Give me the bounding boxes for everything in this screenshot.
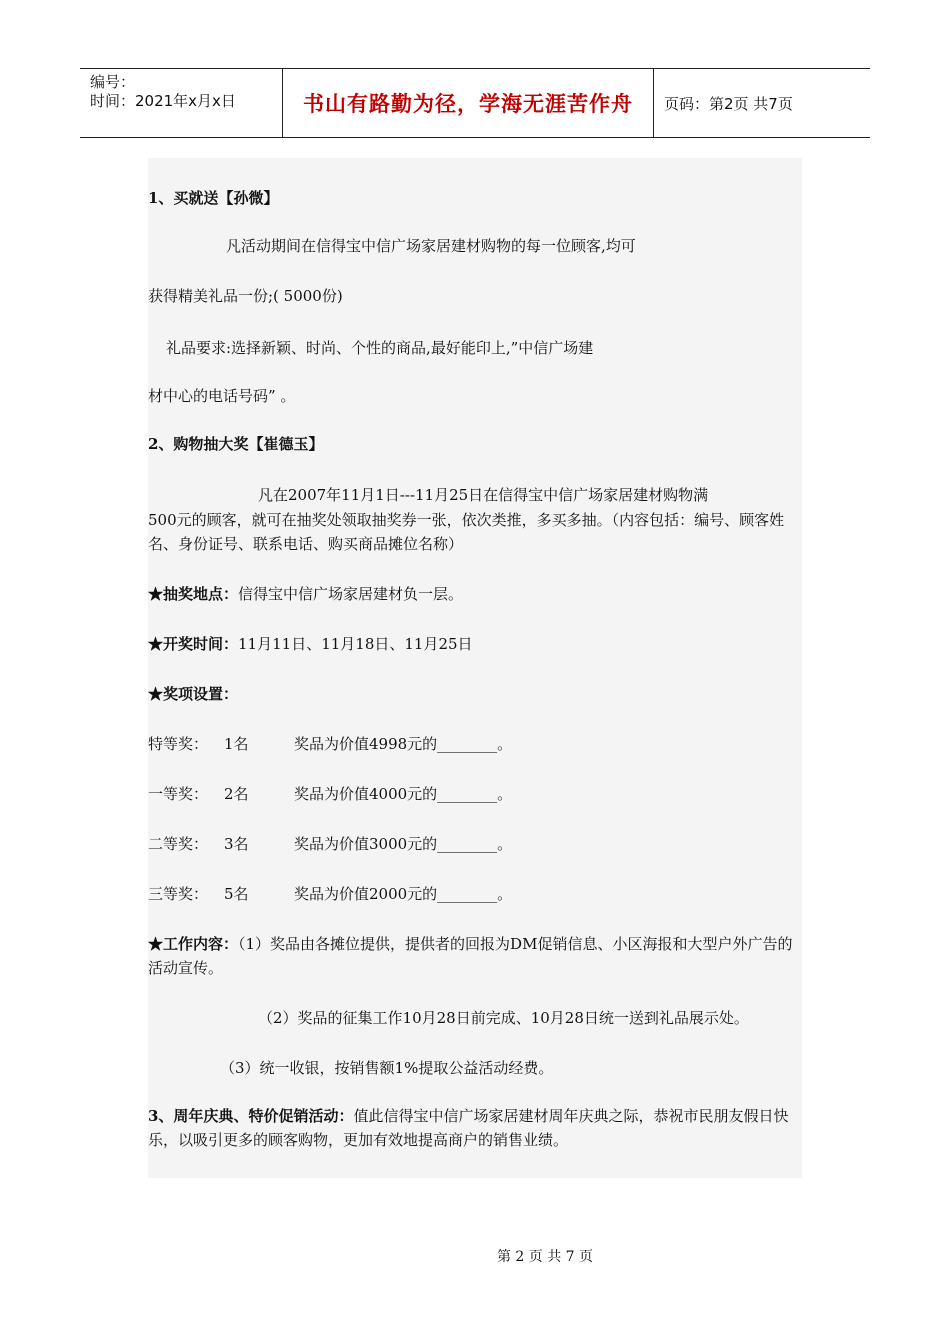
section-2-para-1: 凡在2007年11月1日---11月25日在信得宝中信广场家居建材购物满 (258, 486, 709, 504)
date-label: 时间：2021年x月x日 (90, 92, 236, 110)
page-footer (0, 1246, 950, 1266)
prize-desc: 奖品为价值2000元的________。 (294, 885, 513, 903)
header-table (80, 68, 870, 138)
section-1-para-4: 材中心的电话号码” 。 (148, 387, 296, 405)
section-2-para-2: 500元的顾客，就可在抽奖处领取抽奖券一张，依次类推，多买多抽。（内容包括：编号、顾客姓名、身份证号、联系电话、购买商品摊位名称） (148, 511, 785, 553)
draw-time-value: 11月11日、11月18日、11月25日 (238, 635, 473, 653)
prize-count: 1名 (224, 735, 249, 753)
prize-level: 一等奖： (148, 785, 209, 803)
prize-desc: 奖品为价值4998元的________。 (294, 735, 513, 753)
draw-time-label: ★开奖时间： (148, 635, 239, 653)
header-meta (80, 69, 282, 137)
section-2-title: 2、购物抽大奖【崔德玉】 (148, 435, 324, 453)
section-3-text: 值此信得宝中信广场家居建材周年庆典之际，恭祝市民朋友假日快乐，以吸引更多的顾客购物，更加有效地提高商户的销售业绩。 (148, 1107, 789, 1149)
section-1-para-3: 礼品要求:选择新颖、时尚、个性的商品,最好能印上,”中信广场建 (166, 339, 594, 357)
awards-label: ★奖项设置： (148, 685, 239, 703)
prize-desc: 奖品为价值4000元的________。 (294, 785, 513, 803)
footer-page-number: 第 2 页 共 7 页 (496, 1249, 594, 1265)
prize-level: 三等奖： (148, 885, 209, 903)
page-label: 页码：第2页 共7页 (664, 94, 793, 113)
section-1-para-1: 凡活动期间在信得宝中信广场家居建材购物的每一位顾客,均可 (226, 237, 636, 255)
section-3 (148, 1104, 802, 1152)
work-content-label: ★工作内容： (148, 935, 239, 953)
header-motto-cell (282, 69, 654, 137)
prize-level: 二等奖： (148, 835, 209, 853)
section-1-title: 1、买就送【孙微】 (148, 189, 279, 207)
section-3-title: 3、周年庆典、特价促销活动： (148, 1107, 354, 1125)
header-page-cell (654, 69, 870, 137)
lottery-location-label: ★抽奖地点： (148, 585, 239, 603)
number-label: 编号： (90, 73, 136, 91)
document-body (148, 158, 802, 1178)
motto: 书山有路勤为径，学海无涯苦作舟 (303, 92, 633, 116)
work-content (148, 932, 802, 980)
lottery-location (148, 582, 463, 606)
work-content-item-2: （2）奖品的征集工作10月28日前完成、10月28日统一送到礼品展示处。 (258, 1009, 749, 1027)
prize-desc: 奖品为价值3000元的________。 (294, 835, 513, 853)
section-1-para-2: 获得精美礼品一份;( 5000份) (148, 287, 343, 305)
prize-count: 2名 (224, 785, 249, 803)
prize-level: 特等奖： (148, 735, 209, 753)
work-content-item-3: （3）统一收银，按销售额1%提取公益活动经费。 (220, 1059, 554, 1077)
draw-time (148, 632, 473, 656)
lottery-location-value: 信得宝中信广场家居建材负一层。 (238, 585, 464, 603)
prize-count: 3名 (224, 835, 249, 853)
work-content-item-1: （1）奖品由各摊位提供，提供者的回报为DM促销信息、小区海报和大型户外广告的活动宣传。 (148, 935, 793, 977)
prize-count: 5名 (224, 885, 249, 903)
